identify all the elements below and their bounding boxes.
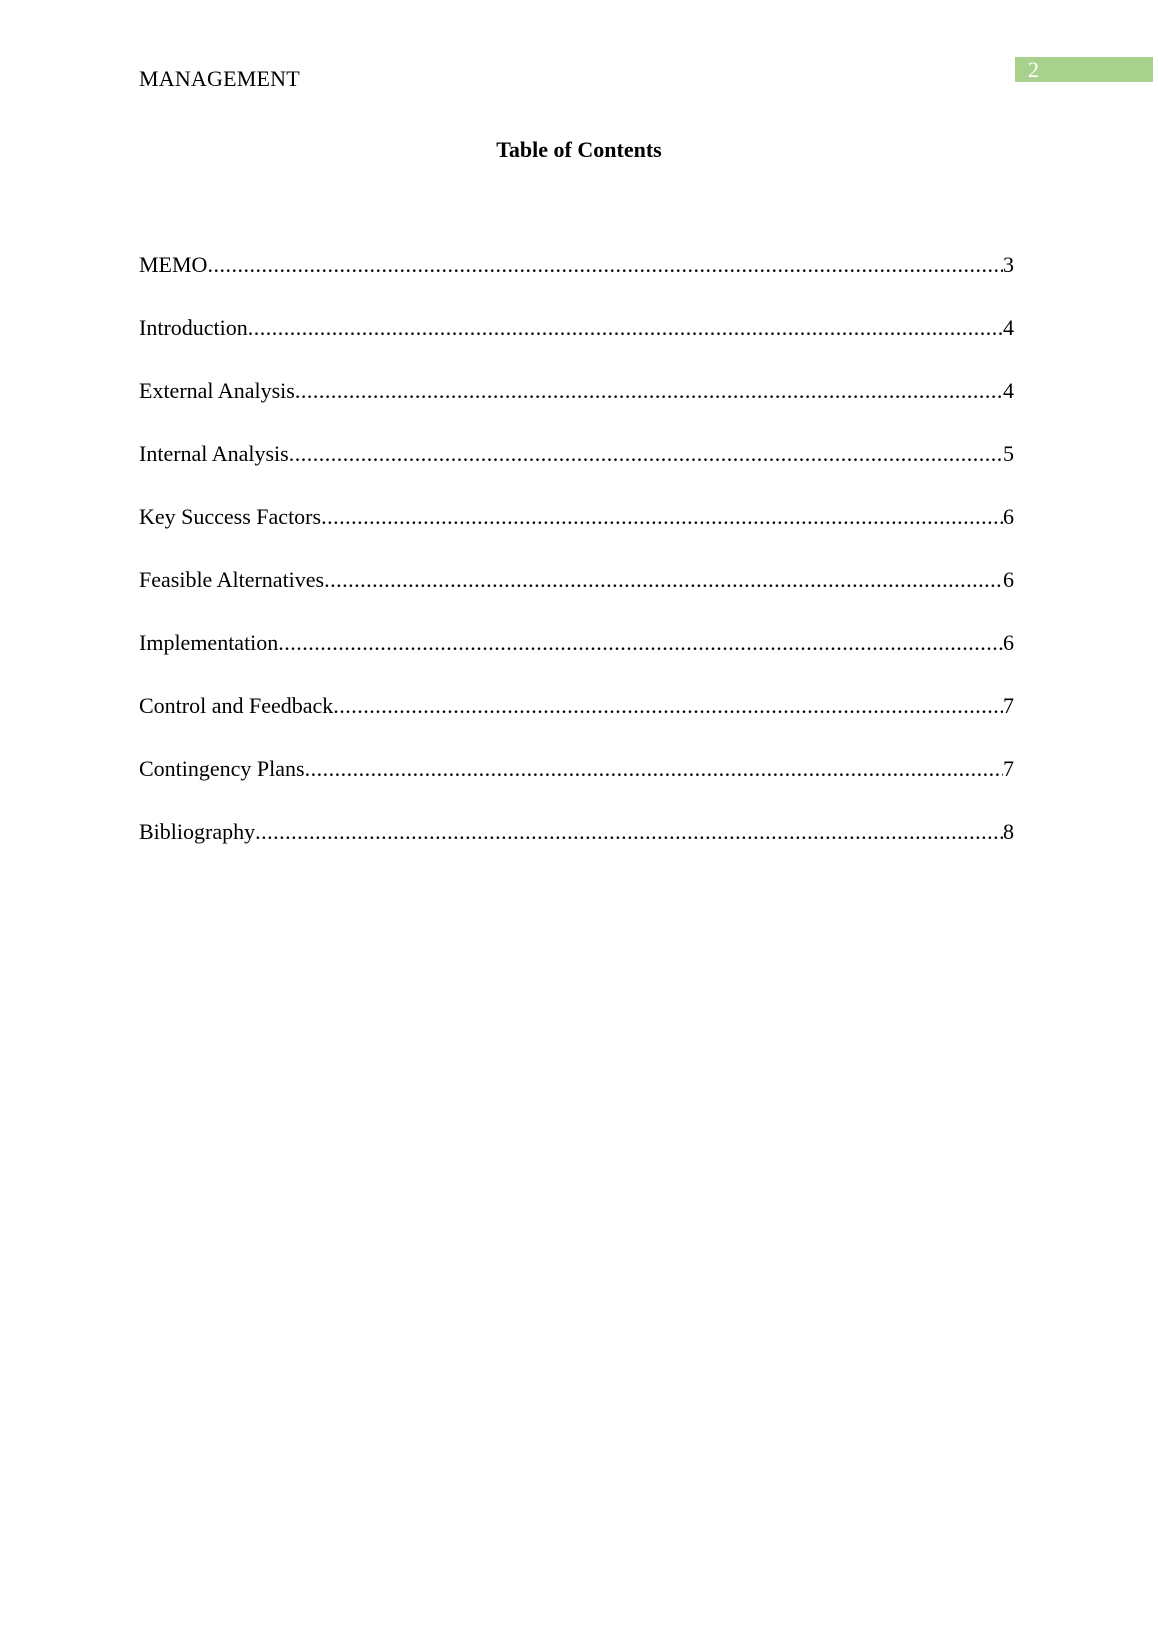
toc-dot-leader — [207, 252, 1003, 278]
toc-entry-memo[interactable] — [139, 252, 1014, 315]
toc-entry-label: Introduction — [139, 315, 248, 340]
toc-entry-page: 4 — [1003, 315, 1014, 340]
toc-entry-page: 3 — [1003, 252, 1014, 277]
page-number-badge — [1015, 57, 1153, 82]
toc-entry-key-success-factors[interactable] — [139, 504, 1014, 567]
toc-entry-label: Contingency Plans — [139, 756, 305, 781]
toc-entry-label: Control and Feedback — [139, 693, 334, 718]
toc-dot-leader — [333, 693, 1003, 719]
toc-entry-page: 6 — [1003, 630, 1014, 655]
toc-entry-control-and-feedback[interactable] — [139, 693, 1014, 756]
toc-dot-leader — [321, 504, 1003, 530]
toc-entry-page: 7 — [1003, 693, 1014, 718]
toc-dot-leader — [295, 378, 1003, 404]
toc-entry-page: 6 — [1003, 567, 1014, 592]
toc-dot-leader — [289, 441, 1003, 467]
toc-dot-leader — [305, 756, 1003, 782]
toc-entry-page: 7 — [1003, 756, 1014, 781]
toc-entry-external-analysis[interactable] — [139, 378, 1014, 441]
toc-entry-implementation[interactable] — [139, 630, 1014, 693]
toc-dot-leader — [324, 567, 1003, 593]
toc-entry-label: Internal Analysis — [139, 441, 289, 466]
toc-dot-leader — [278, 630, 1003, 656]
toc-entry-page: 8 — [1003, 819, 1014, 844]
toc-entry-contingency-plans[interactable] — [139, 756, 1014, 819]
toc-title: Table of Contents — [496, 137, 662, 162]
toc-entry-label: External Analysis — [139, 378, 295, 403]
running-head: MANAGEMENT — [139, 66, 300, 91]
toc-entry-page: 5 — [1003, 441, 1014, 466]
toc-entry-label: Feasible Alternatives — [139, 567, 325, 592]
toc-entry-label: Implementation — [139, 630, 279, 655]
toc-entry-page: 6 — [1003, 504, 1014, 529]
toc-entry-feasible-alternatives[interactable] — [139, 567, 1014, 630]
toc-list — [139, 252, 1014, 882]
toc-entry-introduction[interactable] — [139, 315, 1014, 378]
toc-entry-label: Bibliography — [139, 819, 256, 844]
toc-entry-label: Key Success Factors — [139, 504, 322, 529]
toc-entry-page: 4 — [1003, 378, 1014, 403]
toc-entry-bibliography[interactable] — [139, 819, 1014, 882]
page-number: 2 — [1028, 57, 1039, 82]
toc-dot-leader — [248, 315, 1003, 341]
toc-entry-internal-analysis[interactable] — [139, 441, 1014, 504]
toc-entry-label: MEMO — [139, 252, 208, 277]
toc-dot-leader — [255, 819, 1003, 845]
